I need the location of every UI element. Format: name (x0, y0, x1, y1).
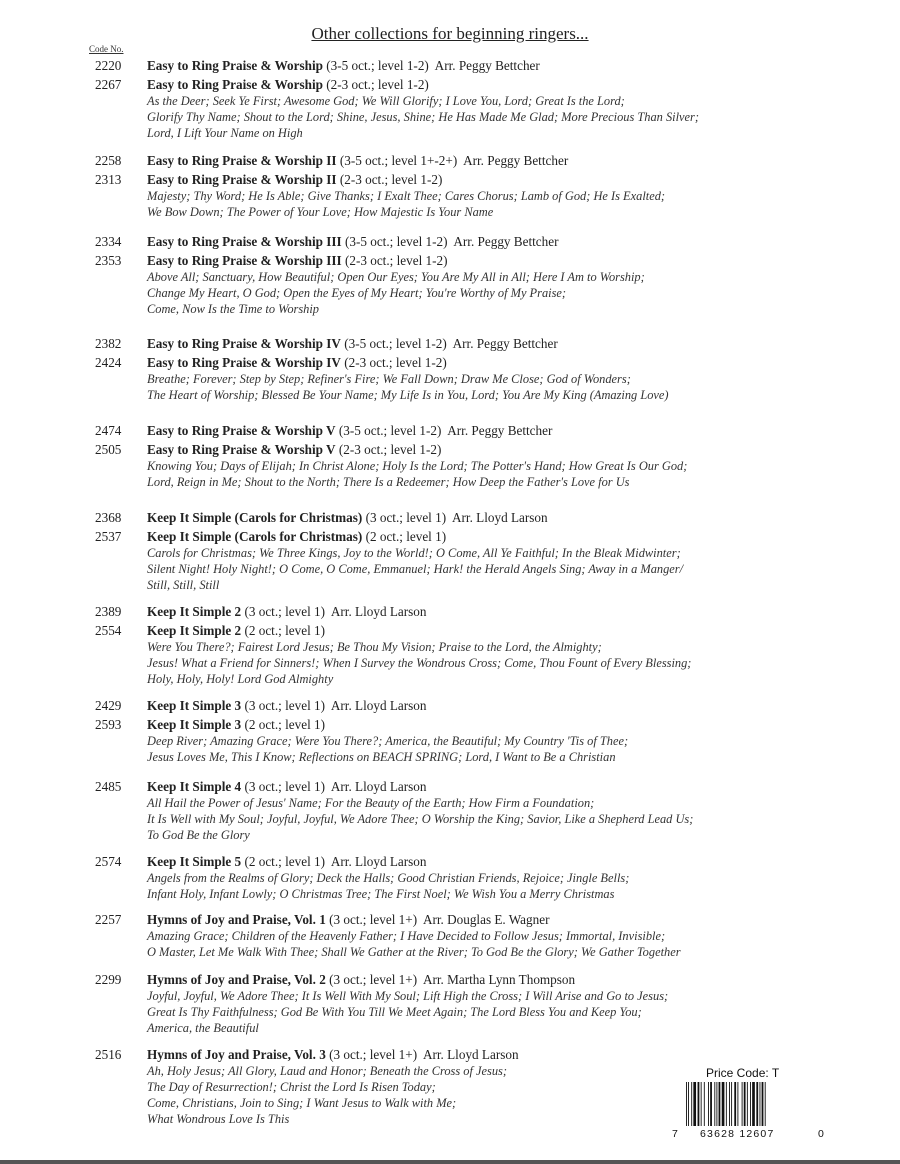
contents-line: Holy, Holy, Holy! Lord God Almighty (147, 672, 334, 686)
collection-details: (2-3 oct.; level 1-2) (322, 77, 429, 92)
collection-details: (3-5 oct.; level 1-2) Arr. Peggy Bettcher (340, 336, 558, 351)
collection-group (95, 234, 825, 317)
collection-title: Easy to Ring Praise & Worship II (147, 172, 337, 187)
collection-details: (3-5 oct.; level 1-2) Arr. Peggy Bettcher (341, 234, 559, 249)
code-number: 2516 (95, 1047, 122, 1062)
collection-group (95, 779, 825, 843)
collection-group (95, 58, 825, 141)
collection-contents (147, 988, 825, 1036)
collection-title: Keep It Simple 3 (147, 717, 242, 732)
collection-entry (95, 172, 825, 188)
collection-contents (147, 870, 825, 902)
contents-line: What Wondrous Love Is This (147, 1112, 290, 1126)
collection-title: Easy to Ring Praise & Worship (147, 58, 323, 73)
collection-title: Easy to Ring Praise & Worship V (147, 423, 336, 438)
bottom-rule (0, 1160, 900, 1164)
collection-contents (147, 269, 825, 317)
collection-details: (2-3 oct.; level 1-2) (340, 355, 447, 370)
collection-entry (95, 153, 825, 169)
code-number: 2267 (95, 77, 122, 92)
contents-line: Carols for Christmas; We Three Kings, Joy to the World!; O Come, All Ye Faithful; In the Bleak Midwinter; (147, 546, 681, 560)
collection-entry (95, 336, 825, 352)
code-number: 2474 (95, 423, 122, 438)
collection-title: Keep It Simple (Carols for Christmas) (147, 529, 363, 544)
collection-group (95, 604, 825, 687)
collection-contents (147, 458, 825, 490)
collection-contents (147, 795, 825, 843)
collection-entry (95, 1047, 825, 1063)
collection-title: Easy to Ring Praise & Worship III (147, 234, 342, 249)
collection-entry (95, 234, 825, 250)
collection-details: (3 oct.; level 1+) Arr. Douglas E. Wagner (325, 912, 550, 927)
contents-line: Still, Still, Still (147, 578, 220, 592)
collection-contents (147, 733, 825, 765)
barcode-right-digit: 0 (818, 1128, 824, 1140)
collection-details: (2 oct.; level 1) Arr. Lloyd Larson (241, 854, 427, 869)
collection-group (95, 336, 825, 403)
code-number: 2424 (95, 355, 122, 370)
collection-contents (147, 371, 825, 403)
collection-details: (2 oct.; level 1) (241, 623, 326, 638)
contents-line: Come, Christians, Join to Sing; I Want Jesus to Walk with Me; (147, 1096, 457, 1110)
collection-group (95, 972, 825, 1036)
collection-title: Easy to Ring Praise & Worship V (147, 442, 336, 457)
code-number: 2537 (95, 529, 122, 544)
contents-line: Come, Now Is the Time to Worship (147, 302, 319, 316)
barcode-left-digit: 7 (672, 1128, 678, 1140)
collection-entry (95, 529, 825, 545)
collection-title: Easy to Ring Praise & Worship (147, 77, 323, 92)
price-code: Price Code: T (706, 1066, 780, 1080)
contents-line: Deep River; Amazing Grace; Were You There?; America, the Beautiful; My Country 'Tis of Thee; (147, 734, 629, 748)
collection-title: Hymns of Joy and Praise, Vol. 2 (147, 972, 326, 987)
code-number: 2485 (95, 779, 122, 794)
code-number: 2554 (95, 623, 122, 638)
code-number: 2258 (95, 153, 122, 168)
collection-entry (95, 717, 825, 733)
collection-details: (3-5 oct.; level 1+-2+) Arr. Peggy Bettcher (336, 153, 569, 168)
contents-line: Majesty; Thy Word; He Is Able; Give Thanks; I Exalt Thee; Cares Chorus; Lamb of God; He Is Exalted; (147, 189, 666, 203)
collection-details: (2-3 oct.; level 1-2) (336, 172, 443, 187)
contents-line: Above All; Sanctuary, How Beautiful; Open Our Eyes; You Are My All in All; Here I Am to Worship; (147, 270, 645, 284)
barcode-middle-digits: 63628 12607 (700, 1128, 775, 1140)
collection-contents (147, 188, 825, 220)
collection-title: Keep It Simple (Carols for Christmas) (147, 510, 363, 525)
collection-title: Hymns of Joy and Praise, Vol. 3 (147, 1047, 326, 1062)
collection-entry (95, 623, 825, 639)
contents-line: Infant Holy, Infant Lowly; O Christmas Tree; The First Noel; We Wish You a Merry Christmas (147, 887, 615, 901)
collection-title: Keep It Simple 3 (147, 698, 242, 713)
collection-title: Easy to Ring Praise & Worship IV (147, 355, 341, 370)
collection-contents (147, 93, 825, 141)
collection-contents (147, 928, 825, 960)
contents-line: America, the Beautiful (147, 1021, 259, 1035)
collection-group (95, 510, 825, 593)
code-number: 2334 (95, 234, 122, 249)
collection-entry (95, 423, 825, 439)
collection-entry (95, 355, 825, 371)
collection-title: Keep It Simple 2 (147, 604, 242, 619)
collection-entry (95, 854, 825, 870)
collection-details: (3 oct.; level 1) Arr. Lloyd Larson (241, 604, 427, 619)
contents-line: Were You There?; Fairest Lord Jesus; Be Thou My Vision; Praise to the Lord, the Almighty; (147, 640, 602, 654)
code-number: 2313 (95, 172, 122, 187)
collection-entry (95, 604, 825, 620)
collection-details: (3 oct.; level 1+) Arr. Lloyd Larson (325, 1047, 519, 1062)
page-heading: Other collections for beginning ringers... (311, 24, 589, 43)
code-number: 2505 (95, 442, 122, 457)
code-number-label: Code No. (89, 44, 124, 54)
contents-line: All Hail the Power of Jesus' Name; For the Beauty of the Earth; How Firm a Foundation; (147, 796, 595, 810)
contents-line: Knowing You; Days of Elijah; In Christ Alone; Holy Is the Lord; The Potter's Hand; How Great Is Our God; (147, 459, 688, 473)
code-number: 2382 (95, 336, 122, 351)
collection-entry (95, 698, 825, 714)
collection-group (95, 153, 825, 220)
code-number: 2574 (95, 854, 122, 869)
collection-entry (95, 253, 825, 269)
collection-group (95, 423, 825, 490)
collection-details: (2-3 oct.; level 1-2) (335, 442, 442, 457)
code-number: 2220 (95, 58, 122, 73)
code-number: 2593 (95, 717, 122, 732)
contents-line: Change My Heart, O God; Open the Eyes of My Heart; You're Worthy of My Praise; (147, 286, 567, 300)
code-number: 2353 (95, 253, 122, 268)
contents-line: We Bow Down; The Power of Your Love; How Majestic Is Your Name (147, 205, 494, 219)
collection-details: (3-5 oct.; level 1-2) Arr. Peggy Bettcher (322, 58, 540, 73)
collection-title: Keep It Simple 4 (147, 779, 242, 794)
code-number: 2368 (95, 510, 122, 525)
collection-title: Hymns of Joy and Praise, Vol. 1 (147, 912, 326, 927)
collection-contents (147, 545, 825, 593)
collection-title: Easy to Ring Praise & Worship II (147, 153, 337, 168)
collection-details: (2-3 oct.; level 1-2) (341, 253, 448, 268)
collection-group (95, 854, 825, 902)
collection-details: (3 oct.; level 1) Arr. Lloyd Larson (241, 779, 427, 794)
collection-entry (95, 972, 825, 988)
contents-line: Joyful, Joyful, We Adore Thee; It Is Well With My Soul; Lift High the Cross; I Will Arise and Go to Jesus; (147, 989, 669, 1003)
collection-entry (95, 779, 825, 795)
contents-line: Lord, I Lift Your Name on High (147, 126, 303, 140)
code-number: 2299 (95, 972, 122, 987)
contents-line: It Is Well with My Soul; Joyful, Joyful, We Adore Thee; O Worship the King; Savior, Like a Shepherd Lead Us; (147, 812, 694, 826)
contents-line: Jesus! What a Friend for Sinners!; When I Survey the Wondrous Cross; Come, Thou Fount of Every Blessing; (147, 656, 692, 670)
collection-details: (3 oct.; level 1) Arr. Lloyd Larson (241, 698, 427, 713)
collection-details: (3 oct.; level 1+) Arr. Martha Lynn Thompson (325, 972, 576, 987)
collection-details: (3-5 oct.; level 1-2) Arr. Peggy Bettcher (335, 423, 553, 438)
collection-entry (95, 58, 825, 74)
contents-line: The Heart of Worship; Blessed Be Your Name; My Life Is in You, Lord; You Are My King (Amazing Love) (147, 388, 669, 402)
collection-details: (3 oct.; level 1) Arr. Lloyd Larson (362, 510, 548, 525)
contents-line: O Master, Let Me Walk With Thee; Shall We Gather at the River; To God Be the Glory; We Gather Together (147, 945, 681, 959)
collection-details: (2 oct.; level 1) (362, 529, 447, 544)
collection-contents (147, 639, 825, 687)
collection-group (95, 912, 825, 960)
collection-title: Easy to Ring Praise & Worship IV (147, 336, 341, 351)
contents-line: Silent Night! Holy Night!; O Come, O Come, Emmanuel; Hark! the Herald Angels Sing; Away in a Manger/ (147, 562, 684, 576)
code-number: 2389 (95, 604, 122, 619)
code-number: 2257 (95, 912, 122, 927)
collection-title: Keep It Simple 5 (147, 854, 242, 869)
collection-group (95, 698, 825, 765)
contents-line: As the Deer; Seek Ye First; Awesome God; We Will Glorify; I Love You, Lord; Great Is the Lord; (147, 94, 625, 108)
contents-line: The Day of Resurrection!; Christ the Lord Is Risen Today; (147, 1080, 436, 1094)
collection-entry (95, 442, 825, 458)
collection-title: Easy to Ring Praise & Worship III (147, 253, 342, 268)
contents-line: Jesus Loves Me, This I Know; Reflections on BEACH SPRING; Lord, I Want to Be a Christian (147, 750, 616, 764)
collection-title: Keep It Simple 2 (147, 623, 242, 638)
contents-line: Breathe; Forever; Step by Step; Refiner's Fire; We Fall Down; Draw Me Close; God of Wonders; (147, 372, 631, 386)
collection-entry (95, 77, 825, 93)
collection-entry (95, 510, 825, 526)
contents-line: Glorify Thy Name; Shout to the Lord; Shine, Jesus, Shine; He Has Made Me Glad; More Precious Than Silver; (147, 110, 699, 124)
collection-details: (2 oct.; level 1) (241, 717, 326, 732)
contents-line: Angels from the Realms of Glory; Deck the Halls; Good Christian Friends, Rejoice; Jingle Bells; (147, 871, 630, 885)
code-number: 2429 (95, 698, 122, 713)
collection-entry (95, 912, 825, 928)
barcode-image (684, 1082, 814, 1126)
contents-line: To God Be the Glory (147, 828, 250, 842)
contents-line: Ah, Holy Jesus; All Glory, Laud and Honor; Beneath the Cross of Jesus; (147, 1064, 507, 1078)
contents-line: Amazing Grace; Children of the Heavenly Father; I Have Decided to Follow Jesus; Immortal, Invisible; (147, 929, 666, 943)
contents-line: Lord, Reign in Me; Shout to the North; There Is a Redeemer; How Deep the Father's Love for Us (147, 475, 630, 489)
contents-line: Great Is Thy Faithfulness; God Be With You Till We Meet Again; The Lord Bless You and Keep You; (147, 1005, 642, 1019)
